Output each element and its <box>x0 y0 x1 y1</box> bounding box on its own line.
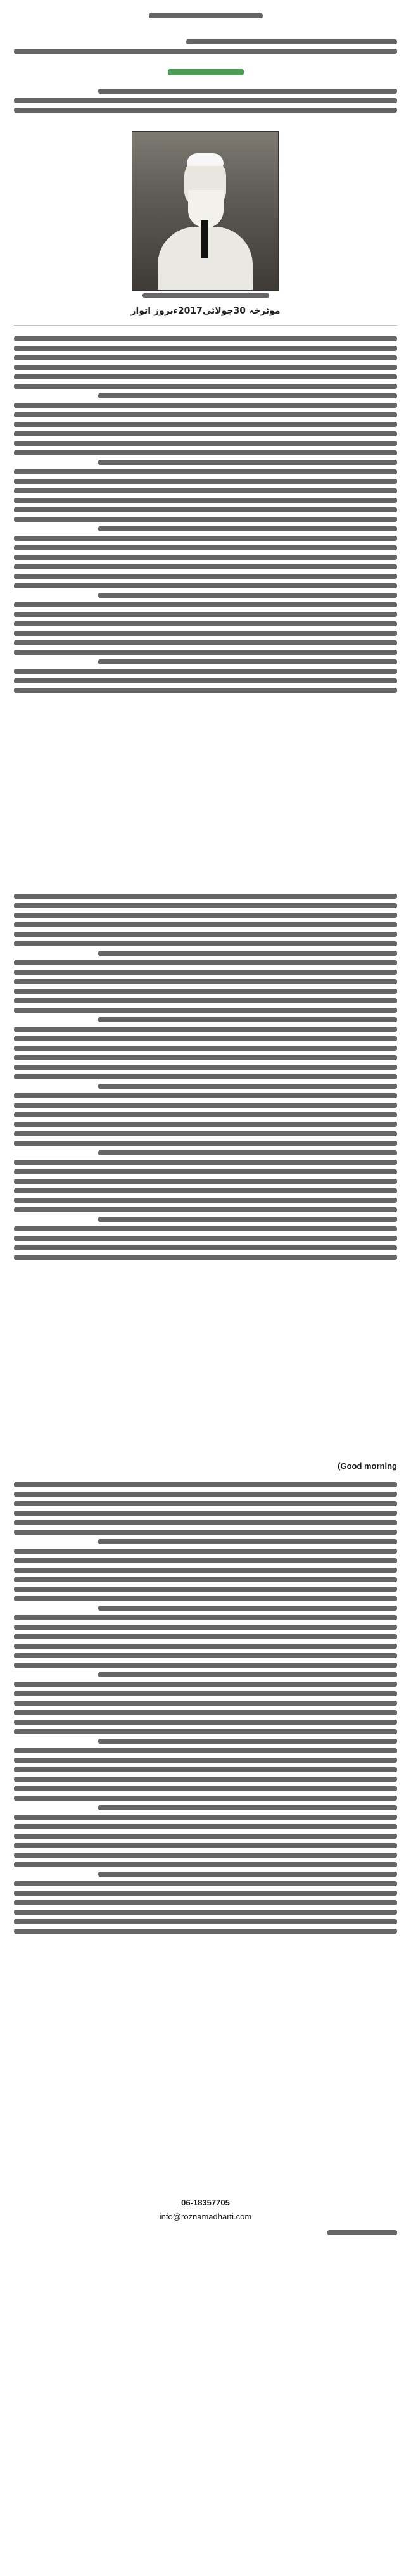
text-line <box>98 1872 397 1877</box>
text-line <box>14 1122 397 1127</box>
text-line <box>14 913 397 918</box>
text-line <box>14 1682 397 1687</box>
text-line <box>14 441 397 446</box>
text-line <box>14 365 397 370</box>
text-line <box>14 583 397 588</box>
text-line <box>14 384 397 389</box>
text-line <box>14 346 397 351</box>
text-line <box>98 1017 397 1022</box>
text-line <box>14 479 397 484</box>
text-line <box>14 545 397 550</box>
text-line <box>14 1767 397 1772</box>
text-line <box>14 1691 397 1696</box>
qa-body-part-3 <box>14 1478 397 2187</box>
text-line <box>14 1511 397 1516</box>
text-line <box>98 951 397 956</box>
text-line <box>14 1824 397 1829</box>
text-line <box>14 989 397 994</box>
text-line <box>14 450 397 455</box>
text-line <box>14 517 397 522</box>
text-line <box>14 1891 397 1896</box>
text-line <box>14 640 397 645</box>
text-line <box>14 1910 397 1915</box>
text-line <box>14 650 397 655</box>
text-line <box>14 1644 397 1649</box>
text-line <box>14 1160 397 1165</box>
text-line <box>14 1900 397 1905</box>
text-line <box>14 555 397 560</box>
text-line <box>14 1008 397 1013</box>
text-line <box>14 1834 397 1839</box>
text-line <box>98 1217 397 1222</box>
text-line <box>98 460 397 465</box>
text-line <box>14 894 397 899</box>
text-line <box>14 1188 397 1193</box>
text-line <box>14 970 397 975</box>
intro-greeting <box>14 35 397 63</box>
text-line <box>14 1634 397 1639</box>
text-line <box>14 488 397 493</box>
text-line <box>14 903 397 908</box>
text-line <box>14 941 397 946</box>
text-line <box>14 374 397 379</box>
text-line <box>14 1625 397 1630</box>
text-line <box>14 1568 397 1573</box>
photo-caption <box>133 293 279 303</box>
text-line <box>14 1558 397 1563</box>
hadith-intro <box>14 84 397 126</box>
text-line <box>14 1046 397 1051</box>
text-line <box>14 1169 397 1174</box>
text-line <box>98 1606 397 1611</box>
text-line <box>14 1653 397 1658</box>
text-line <box>14 1226 397 1231</box>
bismillah-header <box>14 13 397 27</box>
text-line <box>14 564 397 569</box>
text-line <box>14 1615 397 1620</box>
text-line <box>14 1492 397 1497</box>
text-line <box>14 979 397 984</box>
text-line <box>98 526 397 531</box>
text-line <box>14 1530 397 1535</box>
good-morning-line <box>14 1459 397 1474</box>
text-line <box>14 1577 397 1582</box>
text-line <box>14 1929 397 1934</box>
text-line <box>14 431 397 436</box>
text-line <box>14 621 397 626</box>
text-line <box>14 1815 397 1820</box>
text-line <box>14 1596 397 1601</box>
text-line <box>14 1255 397 1260</box>
qa-body-part-1 <box>14 332 397 889</box>
publish-date: موئرخہ 30جولائی2017ءبروز اتوار <box>130 306 281 316</box>
text-line <box>14 1501 397 1506</box>
footer-brand <box>14 2230 397 2243</box>
text-line <box>14 498 397 503</box>
good-morning-phrase: (Good morning <box>338 1461 397 1471</box>
text-line <box>14 669 397 674</box>
text-line <box>14 932 397 937</box>
text-line <box>14 355 397 360</box>
text-line <box>14 1074 397 1079</box>
text-line <box>14 1549 397 1554</box>
scholar-photo-wrap <box>133 131 279 303</box>
text-line <box>98 1539 397 1544</box>
text-line <box>14 678 397 683</box>
text-line <box>14 1663 397 1668</box>
text-line <box>14 1796 397 1801</box>
text-line <box>14 1207 397 1212</box>
text-line <box>14 1131 397 1136</box>
text-line <box>14 631 397 636</box>
text-line <box>98 593 397 598</box>
contact-block <box>14 2196 397 2224</box>
text-line <box>14 1198 397 1203</box>
text-line <box>14 1748 397 1753</box>
text-line <box>14 1236 397 1241</box>
section-heading <box>14 69 397 75</box>
text-line <box>14 336 397 341</box>
text-line <box>14 422 397 427</box>
text-line <box>14 1055 397 1060</box>
text-line <box>98 393 397 398</box>
text-line <box>14 1853 397 1858</box>
text-line <box>14 1520 397 1525</box>
text-line <box>14 998 397 1003</box>
text-line <box>14 1245 397 1250</box>
text-line <box>98 659 397 664</box>
qa-body-part-2 <box>14 889 397 1459</box>
text-line <box>14 1758 397 1763</box>
text-line <box>14 1701 397 1706</box>
text-line <box>14 1786 397 1791</box>
text-line <box>14 574 397 579</box>
text-line <box>14 1843 397 1848</box>
email-address[interactable]: info@roznamadharti.com <box>159 2212 252 2221</box>
text-line <box>14 688 397 693</box>
text-line <box>14 469 397 474</box>
text-line <box>14 602 397 607</box>
text-line <box>14 1881 397 1886</box>
text-line <box>14 1720 397 1725</box>
text-line <box>98 1150 397 1155</box>
text-line <box>14 1141 397 1146</box>
text-line <box>14 412 397 417</box>
text-line <box>14 1093 397 1098</box>
text-line <box>98 1739 397 1744</box>
text-line <box>14 1112 397 1117</box>
text-line <box>14 1919 397 1924</box>
text-line <box>14 1482 397 1487</box>
text-line <box>98 1672 397 1677</box>
phone-number: 06-18357705 <box>181 2198 230 2207</box>
text-line <box>14 1065 397 1070</box>
text-line <box>14 403 397 408</box>
text-line <box>14 960 397 965</box>
text-line <box>14 1103 397 1108</box>
text-line <box>14 1036 397 1041</box>
text-line <box>14 1710 397 1715</box>
text-line <box>14 922 397 927</box>
divider <box>14 325 397 326</box>
text-line <box>14 536 397 541</box>
text-line <box>98 1805 397 1810</box>
text-line <box>14 1862 397 1867</box>
text-line <box>14 1027 397 1032</box>
text-line <box>14 1777 397 1782</box>
text-line <box>98 1084 397 1089</box>
scholar-photo <box>132 131 279 291</box>
text-line <box>14 1179 397 1184</box>
text-line <box>14 507 397 512</box>
text-line <box>14 1729 397 1734</box>
text-line <box>14 612 397 617</box>
text-line <box>14 1587 397 1592</box>
